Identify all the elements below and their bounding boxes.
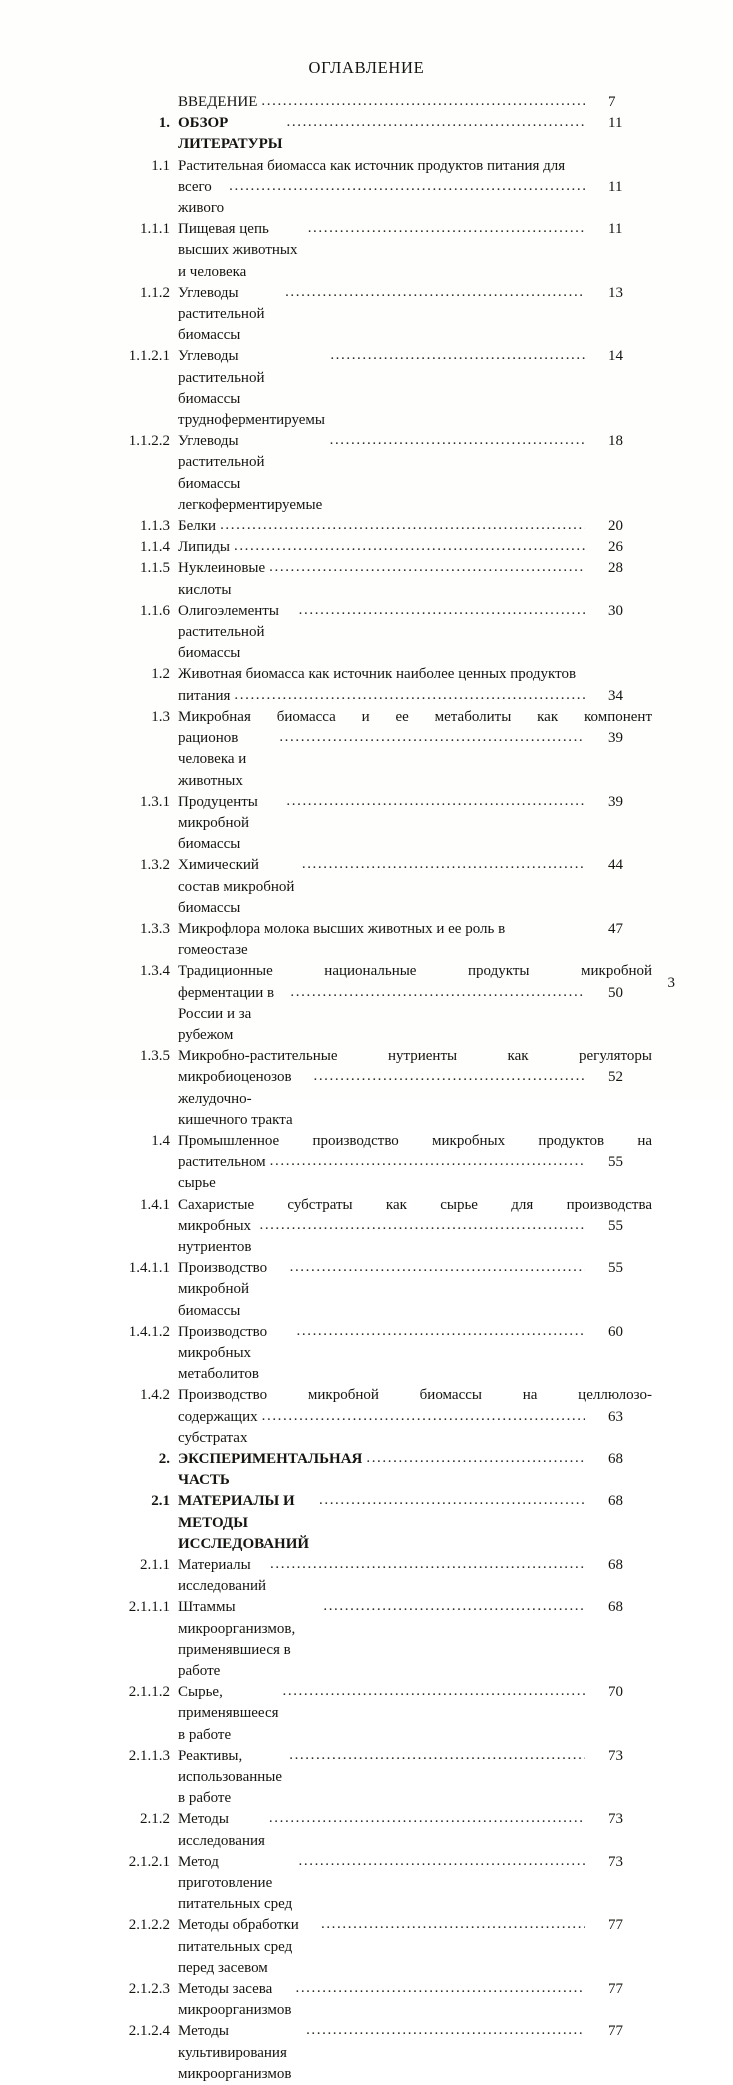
toc-entry-label: Материалы исследований [178,1557,267,1595]
toc-entry-line [178,219,652,283]
toc-entry-line [178,1597,652,1682]
toc-entry-number: 2. [158,1451,170,1467]
toc-entry-page: 73 [608,1811,623,1828]
toc-entry-body [178,113,652,155]
toc-entry-line [178,1555,652,1597]
toc-entry-page: 55 [608,1154,623,1171]
toc-entry-page: 44 [608,857,623,874]
toc-entry-body [178,961,652,1046]
table-of-contents [92,92,652,2085]
toc-entry-body [178,2021,652,2085]
toc-entry-number: 2.1.1 [140,1557,170,1574]
toc-entry-label: Метод приготовление питательных сред [178,1853,293,1913]
toc-entry-line [178,1258,652,1322]
toc-entry[interactable] [92,156,652,220]
toc-entry-label: Сырье, применявшееся в работе [178,1684,283,1743]
toc-entry-label: Методы культивирования микроорганизмов [178,2023,292,2082]
toc-entry-label: Производство микробной биомассы на целлюлозо- [178,1387,652,1404]
toc-dot-leader [234,685,585,706]
toc-entry-number: 1. [158,115,170,132]
toc-entry-page: 11 [608,115,623,132]
toc-entry-label: ЭКСПЕРИМЕНТАЛЬНАЯ ЧАСТЬ [178,1451,367,1489]
toc-entry[interactable] [92,1809,652,1851]
toc-entry-label: Сахаристые субстраты как сырье для производства [178,1196,652,1213]
toc-entry-line [178,728,652,792]
toc-dot-leader [295,1978,585,1999]
toc-entry-number: 1.3.1 [140,793,170,810]
toc-entry-page: 52 [608,1069,623,1086]
toc-entry-number: 2.1.2.4 [128,2023,170,2040]
toc-entry-page: 11 [608,221,623,238]
toc-dot-leader [285,282,585,303]
toc-entry-body [178,1449,652,1491]
toc-entry-label: Микробная биомасса и ее метаболиты как компонент [178,708,652,725]
toc-entry-label: Традиционные национальные продукты микробной [178,963,652,980]
toc-entry-label: Химический состав микробной биомассы [178,857,299,916]
toc-entry[interactable] [92,707,652,792]
toc-entry-number: 1.1.2.2 [128,433,170,450]
page-folio-number: 3 [667,975,675,991]
toc-entry-body [178,1979,652,2021]
toc-entry-label: Углеводы растительной биомассы легкоферментируемые [178,433,323,513]
toc-entry-number: 1.1.2.1 [128,348,170,365]
toc-entry-number: 2.1.2.1 [128,1853,170,1870]
toc-entry-line [178,707,652,728]
toc-entry-line [178,1979,652,2021]
toc-entry-page: 63 [608,1408,623,1425]
toc-entry-body [178,855,652,919]
toc-entry-number: 2.1.1.2 [128,1684,170,1701]
toc-entry-number: 1.1.5 [140,560,170,577]
toc-entry[interactable] [92,2021,652,2085]
page-title: ОГЛАВЛЕНИЕ [308,58,425,77]
toc-entry-line [178,1915,652,1979]
toc-entry-page: 73 [608,1747,623,1764]
toc-entry-body [178,1555,652,1597]
toc-entry-line [178,431,652,516]
toc-entry-page: 68 [608,1599,623,1616]
toc-entry-label: Животная биомасса как источник наиболее ценных продуктов [178,666,577,683]
toc-entry-number: 1.3.4 [140,963,170,980]
toc-entry-body [178,283,652,347]
toc-entry-label: Нуклеиновые кислоты [178,560,269,598]
toc-entry-body [178,919,652,961]
toc-entry-number: 1.3.2 [140,857,170,874]
toc-entry[interactable] [92,1258,652,1322]
toc-entry[interactable] [92,792,652,856]
toc-entry-line [178,1195,652,1216]
toc-dot-leader [330,430,585,451]
toc-entry[interactable] [92,1046,652,1131]
toc-entry[interactable] [92,283,652,347]
toc-entry-line [178,1152,652,1194]
toc-dot-leader [289,1745,585,1766]
toc-entry-label: Продуценты микробной биомассы [178,793,262,853]
toc-entry-line [178,855,652,919]
toc-entry-page: 28 [608,560,623,577]
toc-entry[interactable] [92,346,652,431]
toc-entry-label: Промышленное производство микробных продуктов на [178,1132,652,1149]
toc-entry-label: Производство микробной биомассы [178,1260,271,1319]
toc-dot-leader [321,1914,585,1935]
toc-entry-body [178,346,652,431]
toc-entry-page: 26 [608,539,623,556]
toc-entry-body [178,1915,652,1979]
toc-entry-page: 68 [608,1557,623,1574]
toc-entry[interactable] [92,1597,652,1682]
toc-entry-label: Микробно-растительные нутриенты как регуляторы [178,1048,652,1065]
toc-entry-label: Белки [178,518,217,535]
toc-entry-line [178,92,652,113]
toc-entry-number: 2.1.1.1 [128,1599,170,1616]
toc-entry-line [178,983,652,1047]
toc-entry-label: Липиды [178,539,230,556]
toc-entry-body [178,664,652,706]
toc-entry[interactable] [92,1915,652,1979]
toc-dot-leader [290,1257,585,1278]
toc-entry[interactable] [92,537,652,558]
toc-entry-body [178,1258,652,1322]
toc-entry[interactable] [92,601,652,665]
toc-entry-body [178,1682,652,1746]
toc-dot-leader [220,515,585,536]
toc-entry-number: 1.4.1 [140,1196,170,1213]
toc-dot-leader [308,218,585,239]
toc-entry-label: Углеводы растительной биомассы [178,284,269,344]
toc-entry-number: 2.1.2.2 [128,1917,170,1934]
toc-entry-page: 77 [608,1917,623,1934]
toc-entry-line [178,177,652,219]
toc-entry-page: 39 [608,730,623,747]
toc-entry-label: Методы засева микроорганизмов [178,1981,292,2019]
toc-entry-number: 1.1.2 [140,284,170,301]
toc-entry[interactable] [92,1979,652,2021]
toc-entry-label: ВВЕДЕНИЕ [178,94,258,110]
toc-entry-number: 1.4.1.2 [128,1323,170,1340]
toc-entry-number: 1.1.1 [140,221,170,238]
toc-entry-line [178,919,652,961]
toc-entry-number: 2.1 [151,1493,170,1510]
toc-entry-page: 20 [608,518,623,535]
toc-entry-number: 1.4.1.1 [128,1260,170,1277]
toc-entry-line [178,961,652,982]
toc-dot-leader [286,791,585,812]
toc-entry-label: Реактивы, использованные в работе [178,1747,286,1807]
toc-entry-page: 68 [608,1451,623,1467]
toc-entry-page: 7 [608,94,616,110]
toc-entry-body [178,558,652,600]
toc-entry[interactable] [92,219,652,283]
toc-entry-number: 1.1.4 [140,539,170,556]
toc-entry-label: Олигоэлементы растительной биомассы [178,602,283,662]
toc-entry-line [178,283,652,347]
toc-entry[interactable] [92,113,652,155]
toc-entry-line [178,1746,652,1810]
toc-entry-body [178,1809,652,1851]
toc-entry-label: Методы исследования [178,1811,265,1849]
toc-entry-page: 73 [608,1853,623,1870]
toc-entry-page: 30 [608,602,623,619]
toc-entry-line [178,601,652,665]
toc-entry-number: 1.3.5 [140,1048,170,1065]
toc-dot-leader [270,1151,585,1172]
toc-entry-line [178,1852,652,1916]
toc-entry-line [178,113,652,155]
toc-entry-label-continued: всего живого [178,178,225,217]
toc-entry[interactable] [92,1682,652,1746]
toc-entry-line [178,792,652,856]
toc-entry-number: 1.3.3 [140,920,170,937]
toc-entry-line [178,1216,652,1258]
toc-dot-leader [262,1406,585,1427]
toc-entry[interactable] [92,1131,652,1195]
toc-entry-number: 1.3 [151,708,170,725]
toc-entry[interactable] [92,961,652,1046]
toc-entry-number: 1.1.3 [140,518,170,535]
toc-entry[interactable] [92,919,652,961]
toc-dot-leader [279,727,585,748]
toc-entry-page: 77 [608,1981,623,1998]
toc-entry-label-continued: питания [178,687,231,704]
toc-entry-line [178,664,652,685]
toc-entry-label-continued: ферментации в России и за рубежом [178,984,278,1043]
toc-entry-label: Методы обработки питательных сред перед засевом [178,1917,303,1976]
toc-entry-number: 2.1.2.3 [128,1981,170,1998]
toc-entry[interactable] [92,1555,652,1597]
toc-entry-body [178,707,652,792]
toc-entry[interactable] [92,92,652,113]
toc-entry-number: 1.4.2 [140,1387,170,1404]
toc-entry-body [178,156,652,220]
toc-entry-line [178,1809,652,1851]
toc-entry-label: МАТЕРИАЛЫ И МЕТОДЫ ИССЛЕДОВАНИЙ [178,1493,310,1552]
toc-entry[interactable] [92,516,652,537]
toc-entry-label-continued: содержащих субстратах [178,1408,262,1446]
toc-entry-line [178,558,652,600]
toc-entry-number: 1.2 [151,666,170,683]
toc-entry-line [178,1131,652,1152]
toc-entry-number: 1.1 [151,157,170,174]
toc-entry[interactable] [92,1449,652,1491]
toc-entry[interactable] [92,431,652,516]
toc-entry-body [178,1385,652,1449]
toc-entry-page: 14 [608,348,623,365]
toc-entry-page: 11 [608,178,623,195]
toc-entry[interactable] [92,1491,652,1555]
toc-dot-leader [297,1321,585,1342]
toc-entry-body [178,1322,652,1386]
toc-dot-leader [302,854,585,875]
toc-entry-page: 55 [608,1217,623,1234]
toc-entry-body [178,792,652,856]
toc-entry-line [178,1449,652,1491]
toc-entry[interactable] [92,664,652,706]
toc-entry-page: 18 [608,433,623,450]
toc-entry[interactable] [92,1385,652,1449]
toc-entry[interactable] [92,1852,652,1916]
toc-entry-body [178,1746,652,1810]
toc-entry-number: 1.1.6 [140,602,170,619]
toc-entry-line [178,1385,652,1406]
toc-entry-line [178,1491,652,1555]
toc-entry-body [178,431,652,516]
toc-entry-page: 70 [608,1684,623,1701]
toc-entry[interactable] [92,855,652,919]
toc-entry-page: 68 [608,1493,623,1510]
toc-entry-line [178,1322,652,1386]
toc-entry-label-continued: микробных нутриентов [178,1217,255,1255]
toc-entry-line [178,537,652,558]
toc-entry-label: ОБЗОР ЛИТЕРАТУРЫ [178,115,283,153]
toc-entry-body [178,601,652,665]
toc-entry-body [178,516,652,537]
toc-entry-label: Производство микробных метаболитов [178,1323,271,1383]
toc-entry-page: 55 [608,1260,623,1277]
toc-dot-leader [261,91,585,112]
toc-entry-page: 39 [608,793,623,810]
toc-entry-body [178,92,652,113]
toc-entry-body [178,1491,652,1555]
toc-entry-body [178,1195,652,1259]
toc-entry-label-continued: растительном сырье [178,1154,270,1192]
toc-dot-leader [299,600,585,621]
toc-entry-line [178,2021,652,2085]
toc-entry-page: 50 [608,984,623,1001]
toc-entry-label-continued: рационов человека и животных [178,730,251,789]
toc-entry-body [178,219,652,283]
toc-dot-leader [269,557,585,578]
toc-dot-leader [299,1851,585,1872]
toc-dot-leader [234,536,585,557]
toc-entry-body [178,537,652,558]
toc-entry[interactable] [92,1746,652,1810]
toc-dot-leader [229,176,585,197]
toc-entry-number: 2.1.1.3 [128,1747,170,1764]
toc-entry-page: 13 [608,284,623,301]
toc-entry-line [178,156,652,177]
toc-dot-leader [306,2020,585,2041]
toc-dot-leader [313,1066,585,1087]
toc-entry[interactable] [92,558,652,600]
toc-entry-label: Углеводы растительной биомассы трудноферментируемы [178,348,325,429]
toc-dot-leader [283,1681,586,1702]
toc-entry-label: Штаммы микроорганизмов, применявшиеся в работе [178,1599,299,1680]
toc-entry-number: 1.4 [151,1132,170,1149]
toc-entry-line [178,1407,652,1449]
toc-dot-leader [330,345,585,366]
toc-entry[interactable] [92,1322,652,1386]
toc-entry-line [178,1682,652,1746]
toc-dot-leader [366,1448,585,1469]
toc-dot-leader [290,982,585,1003]
toc-dot-leader [269,1808,585,1829]
toc-entry-body [178,1597,652,1682]
toc-entry-label: Пищевая цепь высших животных и человека [178,221,302,280]
toc-entry-page: 47 [608,920,623,937]
toc-dot-leader [319,1490,585,1511]
toc-entry-line [178,1067,652,1131]
toc-entry-body [178,1852,652,1916]
toc-entry-body [178,1046,652,1131]
toc-entry-label: Растительная биомасса как источник продуктов питания для [178,157,566,174]
toc-entry-page: 34 [608,687,623,704]
toc-dot-leader [259,1215,585,1236]
toc-entry-label-continued: микробиоценозов желудочно-кишечного тракта [178,1069,296,1128]
toc-entry[interactable] [92,1195,652,1259]
toc-entry-line [178,686,652,707]
toc-entry-line [178,1046,652,1067]
toc-entry-body [178,1131,652,1195]
toc-entry-number: 2.1.2 [140,1811,170,1828]
toc-entry-page: 77 [608,2023,623,2040]
toc-entry-label: Микрофлора молока высших животных и ее роль в гомеостазе [178,920,509,959]
toc-entry-line [178,346,652,431]
toc-entry-line [178,516,652,537]
toc-dot-leader [270,1554,585,1575]
toc-dot-leader [287,112,585,133]
toc-dot-leader [323,1596,585,1617]
toc-entry-page: 60 [608,1323,623,1340]
